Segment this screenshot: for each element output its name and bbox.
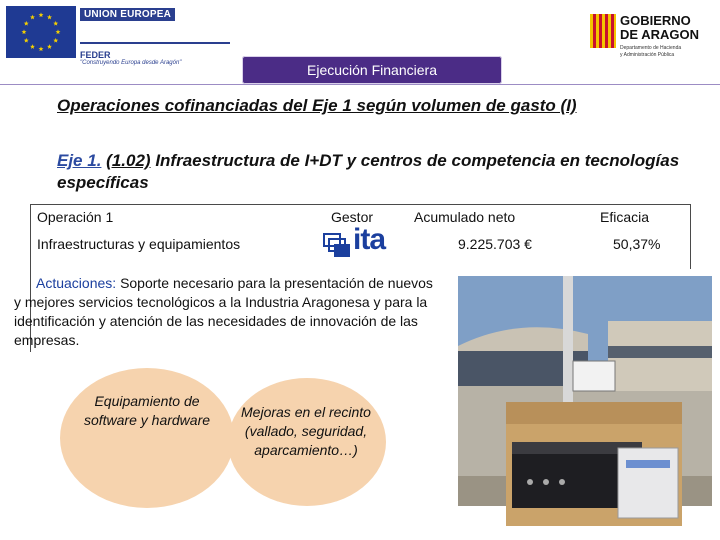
eje-heading [57,150,697,194]
header-operacion: Operación 1 [37,209,114,225]
eu-text-block [80,6,240,66]
gobierno-title-line1: GOBIERNO [620,13,691,28]
eu-stars-icon [6,6,76,58]
actuaciones-label: Actuaciones: [36,275,117,291]
section-banner: Ejecución Financiera [242,56,502,84]
eje-code: (1.02) [106,151,151,170]
cell-acumulado: 9.225.703 € [458,236,532,252]
aragon-shield-icon [590,14,616,48]
ita-logo-text: ita [353,223,386,256]
ita-emblem-icon [323,233,351,259]
equipment-photo-image [506,402,682,526]
eu-flag-logo [6,6,76,58]
bubble-mejoras-text: Mejoras en el recinto (vallado, seguridad, aparcamiento…) [241,404,371,458]
header-acumulado: Acumulado neto [414,209,516,225]
header-eficacia: Eficacia [600,209,650,225]
gobierno-subtitle-line1: Departamento de Hacienda [620,45,682,51]
eje-link[interactable]: Eje 1. [57,151,102,170]
actuaciones-paragraph [14,274,434,350]
ita-logo [323,223,403,269]
eu-slogan: "Construyendo Europa desde Aragón" [80,60,182,66]
banner-divider [0,84,720,85]
equipment-photo [506,402,682,526]
eu-feder-label: FEDER [80,50,111,60]
cell-operacion: Infraestructuras y equipamientos [37,236,241,252]
gobierno-title-line2: DE ARAGON [620,27,699,42]
eje-description: Infraestructura de I+DT y centros de competencia en tecnologías específicas [57,151,680,192]
bubble-equipamiento-text: Equipamiento de software y hardware [83,393,211,428]
eu-divider [80,42,230,44]
eu-union-label: UNION EUROPEA [80,8,175,21]
page-title: Operaciones cofinanciadas del Eje 1 según volumen de gasto (I) [57,96,577,115]
header-gestor: Gestor [331,209,374,225]
gobierno-subtitle-line2: y Administración Pública [620,52,675,58]
gobierno-aragon-logo [590,12,715,62]
bubble-equipamiento [60,368,234,508]
actuaciones-text: Soporte necesario para la presentación de nuevos y mejores servicios tecnológicos a la Industria Aragonesa y para la identificación y atención de las necesidades de innovación de las empresas. [14,275,433,348]
cell-eficacia: 50,37% [613,236,661,252]
